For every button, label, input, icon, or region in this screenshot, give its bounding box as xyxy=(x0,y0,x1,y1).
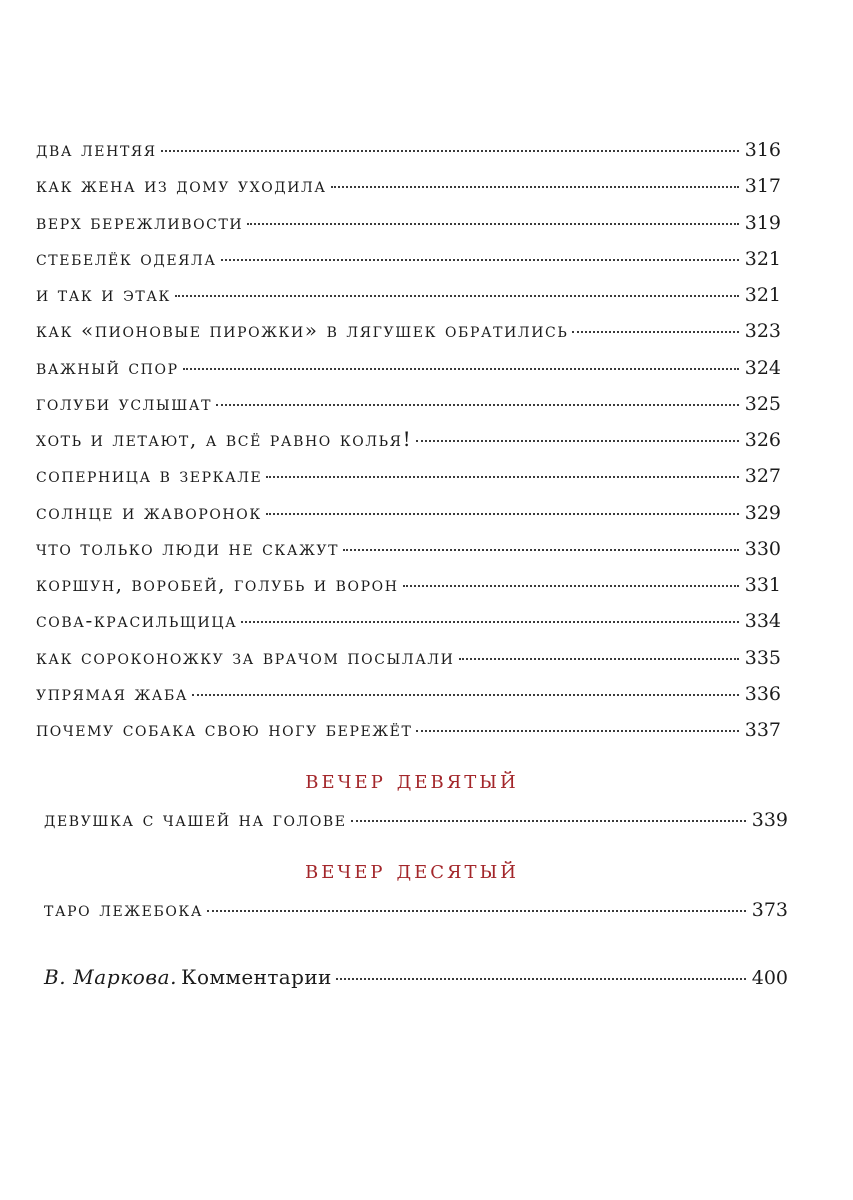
toc-entry-page: 321 xyxy=(744,247,781,270)
toc-entry xyxy=(36,166,781,202)
toc-entry-page: 331 xyxy=(744,574,781,596)
dot-leader xyxy=(416,416,739,442)
dot-leader xyxy=(459,634,739,660)
commentary-entry xyxy=(44,958,788,998)
toc-entry-title: и так и этак xyxy=(36,282,171,306)
table-of-contents xyxy=(36,130,781,746)
toc-entry-page: 325 xyxy=(744,392,781,415)
toc-entry-title: голуби услышат xyxy=(36,390,213,415)
dot-leader xyxy=(331,162,739,188)
commentary-author: В. Маркова. xyxy=(44,965,178,989)
toc-entry-title: упрямая жаба xyxy=(36,680,189,705)
toc-entry xyxy=(36,601,781,637)
toc-entry-title: почему собака свою ногу бережёт xyxy=(36,717,413,741)
toc-entry-page: 373 xyxy=(751,899,788,921)
toc-entry-page: 316 xyxy=(744,139,781,161)
dot-leader xyxy=(343,525,739,551)
dot-leader xyxy=(336,954,746,980)
commentary-page: 400 xyxy=(751,967,788,989)
toc-entry-title: сова-красильщица xyxy=(36,608,238,633)
toc-entry-title: верх бережливости xyxy=(36,209,244,234)
dot-leader xyxy=(351,796,746,822)
toc-entry xyxy=(36,130,781,166)
toc-entry xyxy=(36,420,781,456)
dot-leader xyxy=(572,307,738,333)
toc-entry xyxy=(36,239,781,275)
toc-entry xyxy=(36,638,781,674)
toc-entry-page: 335 xyxy=(744,646,781,669)
toc-entry-title: как «пионовые пирожки» в лягушек обратились xyxy=(36,318,569,343)
dot-leader xyxy=(416,706,738,732)
toc-entry-title: солнце и жаворонок xyxy=(36,499,262,524)
toc-entry-title: стебелёк одеяла xyxy=(36,245,217,270)
toc-entry-title: коршун, воробей, голубь и ворон xyxy=(36,572,399,596)
dot-leader xyxy=(161,126,739,152)
toc-entry xyxy=(36,384,781,420)
toc-entry-page: 326 xyxy=(744,429,781,451)
toc-entry-page: 334 xyxy=(744,610,781,633)
toc-entry xyxy=(36,529,781,565)
toc-entry-title: два лентяя xyxy=(36,137,157,161)
section-heading: вечер десятый xyxy=(305,855,519,884)
toc-entry-title: соперница в зеркале xyxy=(36,463,263,488)
toc-entry-page: 321 xyxy=(744,284,781,306)
toc-entry xyxy=(36,456,781,492)
dot-leader xyxy=(175,271,739,297)
toc-entry xyxy=(36,275,781,311)
toc-entry-page: 323 xyxy=(744,320,781,343)
toc-entry-title: хоть и летают, а всё равно колья! xyxy=(36,427,413,451)
toc-entry-page: 339 xyxy=(751,809,788,831)
toc-entry-title: девушка с чашей на голове xyxy=(44,807,347,831)
commentary-title: Комментарии xyxy=(181,965,332,989)
dot-leader xyxy=(266,489,739,515)
dot-leader xyxy=(241,597,738,623)
toc-entry xyxy=(36,565,781,601)
dot-leader xyxy=(207,886,746,912)
toc-entry-title: что только люди не скажут xyxy=(36,535,340,560)
section-heading: вечер девятый xyxy=(305,765,519,794)
toc-entry-page: 337 xyxy=(744,719,781,741)
toc-entry-page: 324 xyxy=(744,356,781,379)
toc-entry xyxy=(36,800,788,836)
section-evening-nine xyxy=(36,754,788,836)
dot-leader xyxy=(216,380,739,406)
dot-leader xyxy=(221,235,739,261)
toc-entry xyxy=(36,203,781,239)
toc-entry xyxy=(36,710,781,746)
toc-entry xyxy=(36,674,781,710)
dot-leader xyxy=(403,561,739,587)
toc-entry-page: 336 xyxy=(744,682,781,705)
dot-leader xyxy=(183,344,739,370)
toc-entry xyxy=(36,493,781,529)
toc-entry-page: 317 xyxy=(744,175,781,198)
toc-entry-page: 329 xyxy=(744,501,781,524)
toc-entry-title: таро лежебока xyxy=(44,897,204,921)
toc-entry xyxy=(36,890,788,926)
section-evening-ten xyxy=(36,844,788,926)
toc-entry-page: 327 xyxy=(744,465,781,488)
toc-entry xyxy=(36,348,781,384)
dot-leader xyxy=(247,199,738,225)
toc-entry-title: как жена из дому уходила xyxy=(36,173,327,198)
toc-entry-title: важный спор xyxy=(36,354,179,379)
toc-entry xyxy=(36,311,781,347)
dot-leader xyxy=(192,670,739,696)
toc-entry-page: 319 xyxy=(744,211,781,234)
dot-leader xyxy=(266,452,738,478)
toc-entry-page: 330 xyxy=(744,537,781,560)
toc-entry-title: как сороконожку за врачом посылали xyxy=(36,644,455,669)
